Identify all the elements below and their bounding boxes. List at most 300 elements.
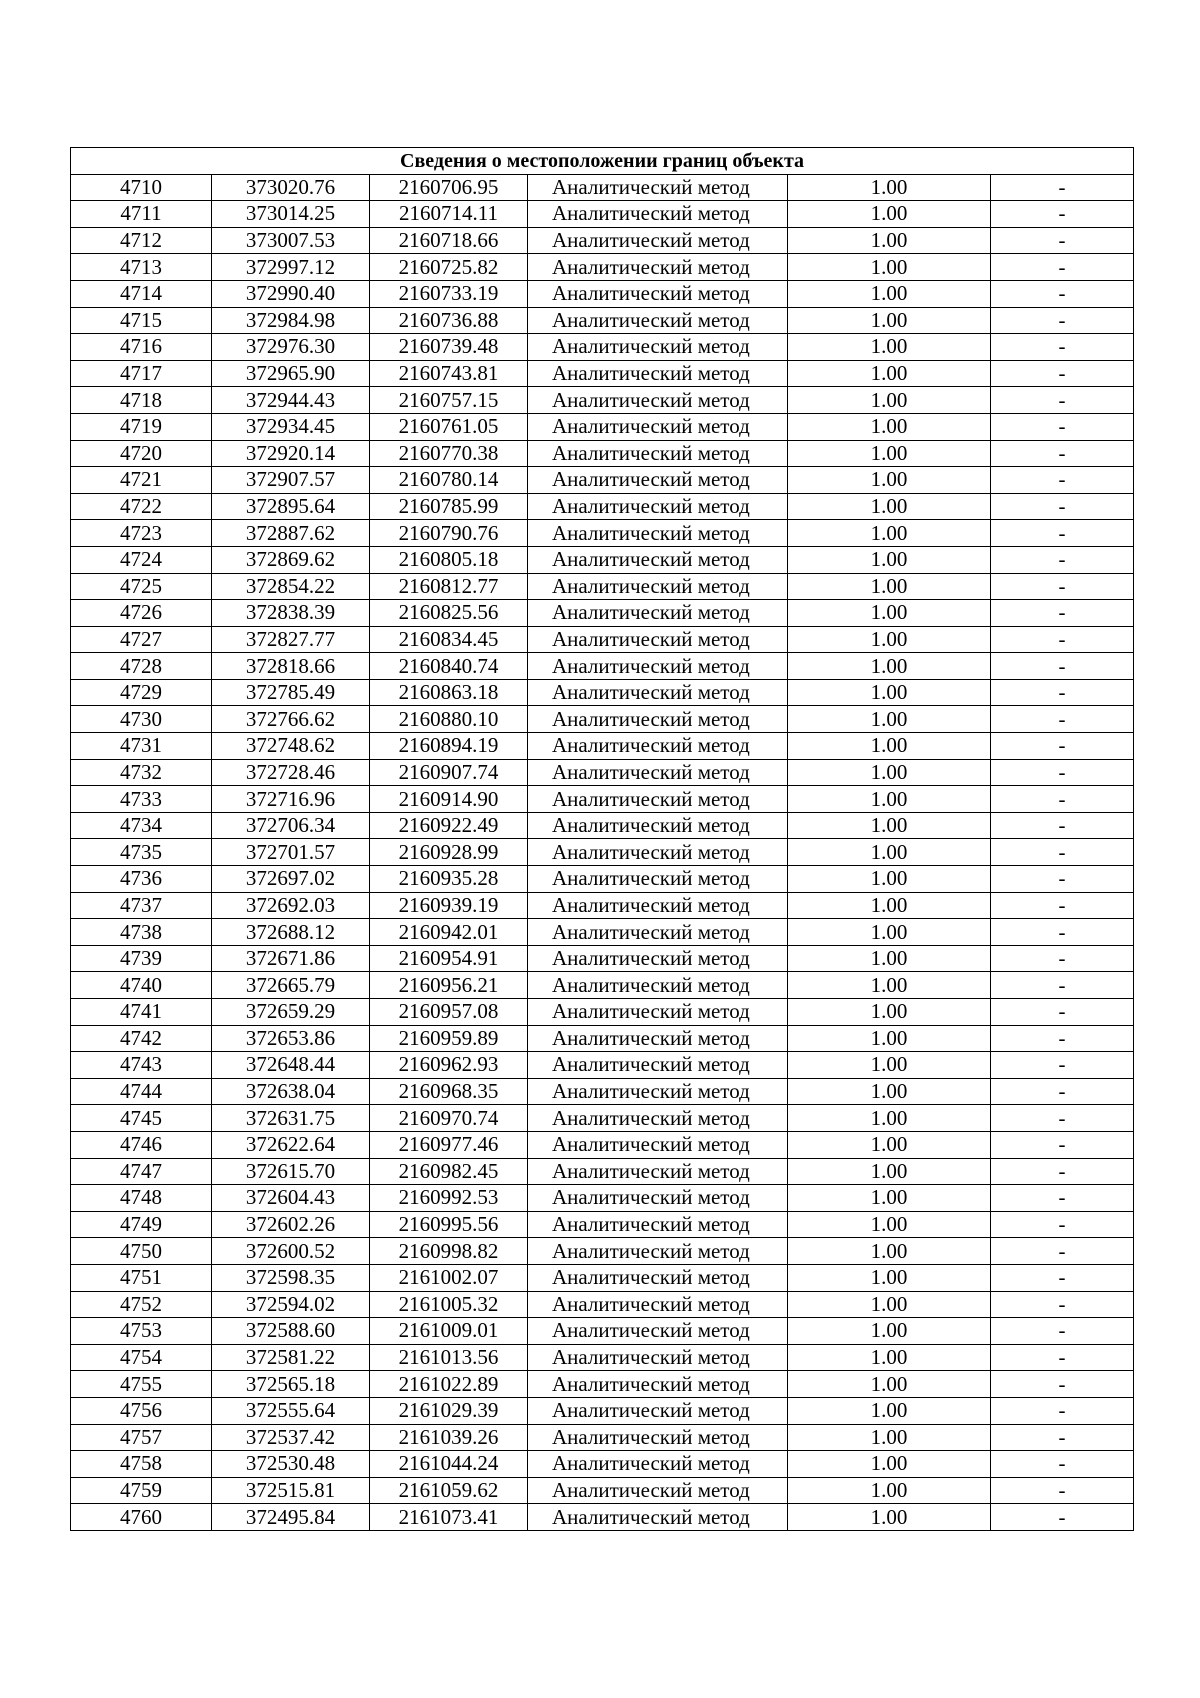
point-number-cell: 4760 xyxy=(71,1504,212,1531)
method-cell: Аналитический метод xyxy=(528,280,788,307)
x-coordinate-cell: 372706.34 xyxy=(212,812,370,839)
accuracy-cell: 1.00 xyxy=(788,1477,991,1504)
y-coordinate-cell: 2160733.19 xyxy=(370,280,528,307)
accuracy-cell: 1.00 xyxy=(788,573,991,600)
point-number-cell: 4735 xyxy=(71,839,212,866)
x-coordinate-cell: 372602.26 xyxy=(212,1211,370,1238)
y-coordinate-cell: 2160840.74 xyxy=(370,653,528,680)
description-cell: - xyxy=(991,1424,1134,1451)
method-cell: Аналитический метод xyxy=(528,1105,788,1132)
accuracy-cell: 1.00 xyxy=(788,1158,991,1185)
point-number-cell: 4713 xyxy=(71,254,212,281)
point-number-cell: 4730 xyxy=(71,706,212,733)
x-coordinate-cell: 372600.52 xyxy=(212,1238,370,1265)
method-cell: Аналитический метод xyxy=(528,1185,788,1212)
method-cell: Аналитический метод xyxy=(528,1504,788,1531)
accuracy-cell: 1.00 xyxy=(788,254,991,281)
point-number-cell: 4755 xyxy=(71,1371,212,1398)
description-cell: - xyxy=(991,467,1134,494)
method-cell: Аналитический метод xyxy=(528,227,788,254)
method-cell: Аналитический метод xyxy=(528,1158,788,1185)
y-coordinate-cell: 2160780.14 xyxy=(370,467,528,494)
point-number-cell: 4726 xyxy=(71,600,212,627)
method-cell: Аналитический метод xyxy=(528,174,788,201)
y-coordinate-cell: 2160956.21 xyxy=(370,972,528,999)
point-number-cell: 4719 xyxy=(71,413,212,440)
table-row xyxy=(71,839,1134,866)
method-cell: Аналитический метод xyxy=(528,493,788,520)
description-cell: - xyxy=(991,174,1134,201)
description-cell: - xyxy=(991,254,1134,281)
table-row xyxy=(71,1078,1134,1105)
description-cell: - xyxy=(991,334,1134,361)
table-row xyxy=(71,706,1134,733)
x-coordinate-cell: 372530.48 xyxy=(212,1451,370,1478)
accuracy-cell: 1.00 xyxy=(788,679,991,706)
y-coordinate-cell: 2161022.89 xyxy=(370,1371,528,1398)
y-coordinate-cell: 2161059.62 xyxy=(370,1477,528,1504)
accuracy-cell: 1.00 xyxy=(788,1105,991,1132)
table-row xyxy=(71,387,1134,414)
table-row xyxy=(71,972,1134,999)
point-number-cell: 4745 xyxy=(71,1105,212,1132)
x-coordinate-cell: 372944.43 xyxy=(212,387,370,414)
table-title: Сведения о местоположении границ объекта xyxy=(71,148,1134,175)
point-number-cell: 4727 xyxy=(71,626,212,653)
y-coordinate-cell: 2160725.82 xyxy=(370,254,528,281)
y-coordinate-cell: 2160718.66 xyxy=(370,227,528,254)
accuracy-cell: 1.00 xyxy=(788,467,991,494)
accuracy-cell: 1.00 xyxy=(788,546,991,573)
description-cell: - xyxy=(991,1504,1134,1531)
method-cell: Аналитический метод xyxy=(528,1477,788,1504)
point-number-cell: 4754 xyxy=(71,1344,212,1371)
y-coordinate-cell: 2160962.93 xyxy=(370,1052,528,1079)
point-number-cell: 4736 xyxy=(71,866,212,893)
description-cell: - xyxy=(991,1105,1134,1132)
table-row xyxy=(71,999,1134,1026)
description-cell: - xyxy=(991,440,1134,467)
y-coordinate-cell: 2161039.26 xyxy=(370,1424,528,1451)
point-number-cell: 4759 xyxy=(71,1477,212,1504)
point-number-cell: 4758 xyxy=(71,1451,212,1478)
x-coordinate-cell: 372990.40 xyxy=(212,280,370,307)
y-coordinate-cell: 2160968.35 xyxy=(370,1078,528,1105)
table-row xyxy=(71,1451,1134,1478)
accuracy-cell: 1.00 xyxy=(788,1397,991,1424)
description-cell: - xyxy=(991,387,1134,414)
description-cell: - xyxy=(991,786,1134,813)
table-row xyxy=(71,1318,1134,1345)
table-row xyxy=(71,1397,1134,1424)
table-row xyxy=(71,1238,1134,1265)
table-row xyxy=(71,493,1134,520)
point-number-cell: 4714 xyxy=(71,280,212,307)
method-cell: Аналитический метод xyxy=(528,919,788,946)
point-number-cell: 4739 xyxy=(71,945,212,972)
accuracy-cell: 1.00 xyxy=(788,759,991,786)
description-cell: - xyxy=(991,1397,1134,1424)
x-coordinate-cell: 372555.64 xyxy=(212,1397,370,1424)
accuracy-cell: 1.00 xyxy=(788,733,991,760)
table-row xyxy=(71,1371,1134,1398)
method-cell: Аналитический метод xyxy=(528,866,788,893)
x-coordinate-cell: 372766.62 xyxy=(212,706,370,733)
description-cell: - xyxy=(991,413,1134,440)
x-coordinate-cell: 372581.22 xyxy=(212,1344,370,1371)
description-cell: - xyxy=(991,280,1134,307)
x-coordinate-cell: 372588.60 xyxy=(212,1318,370,1345)
point-number-cell: 4753 xyxy=(71,1318,212,1345)
table-row xyxy=(71,413,1134,440)
boundary-coordinates-table xyxy=(70,147,1134,1531)
point-number-cell: 4724 xyxy=(71,546,212,573)
y-coordinate-cell: 2160977.46 xyxy=(370,1131,528,1158)
y-coordinate-cell: 2160785.99 xyxy=(370,493,528,520)
accuracy-cell: 1.00 xyxy=(788,174,991,201)
point-number-cell: 4710 xyxy=(71,174,212,201)
accuracy-cell: 1.00 xyxy=(788,227,991,254)
accuracy-cell: 1.00 xyxy=(788,1344,991,1371)
accuracy-cell: 1.00 xyxy=(788,626,991,653)
method-cell: Аналитический метод xyxy=(528,626,788,653)
table-row xyxy=(71,201,1134,228)
point-number-cell: 4746 xyxy=(71,1131,212,1158)
method-cell: Аналитический метод xyxy=(528,360,788,387)
y-coordinate-cell: 2160770.38 xyxy=(370,440,528,467)
y-coordinate-cell: 2160894.19 xyxy=(370,733,528,760)
accuracy-cell: 1.00 xyxy=(788,307,991,334)
y-coordinate-cell: 2160939.19 xyxy=(370,892,528,919)
description-cell: - xyxy=(991,227,1134,254)
method-cell: Аналитический метод xyxy=(528,1264,788,1291)
x-coordinate-cell: 372785.49 xyxy=(212,679,370,706)
x-coordinate-cell: 372692.03 xyxy=(212,892,370,919)
table-row xyxy=(71,759,1134,786)
method-cell: Аналитический метод xyxy=(528,254,788,281)
description-cell: - xyxy=(991,1052,1134,1079)
table-row xyxy=(71,919,1134,946)
y-coordinate-cell: 2161013.56 xyxy=(370,1344,528,1371)
x-coordinate-cell: 372537.42 xyxy=(212,1424,370,1451)
accuracy-cell: 1.00 xyxy=(788,413,991,440)
y-coordinate-cell: 2160880.10 xyxy=(370,706,528,733)
accuracy-cell: 1.00 xyxy=(788,999,991,1026)
table-row xyxy=(71,254,1134,281)
description-cell: - xyxy=(991,653,1134,680)
table-title-row xyxy=(71,148,1134,175)
x-coordinate-cell: 372895.64 xyxy=(212,493,370,520)
y-coordinate-cell: 2160790.76 xyxy=(370,520,528,547)
description-cell: - xyxy=(991,839,1134,866)
table-row xyxy=(71,1344,1134,1371)
table-row xyxy=(71,866,1134,893)
table-row xyxy=(71,733,1134,760)
method-cell: Аналитический метод xyxy=(528,1291,788,1318)
x-coordinate-cell: 372615.70 xyxy=(212,1158,370,1185)
x-coordinate-cell: 372659.29 xyxy=(212,999,370,1026)
x-coordinate-cell: 372604.43 xyxy=(212,1185,370,1212)
method-cell: Аналитический метод xyxy=(528,1131,788,1158)
description-cell: - xyxy=(991,600,1134,627)
accuracy-cell: 1.00 xyxy=(788,1318,991,1345)
accuracy-cell: 1.00 xyxy=(788,493,991,520)
description-cell: - xyxy=(991,546,1134,573)
table-row xyxy=(71,360,1134,387)
description-cell: - xyxy=(991,1078,1134,1105)
y-coordinate-cell: 2160825.56 xyxy=(370,600,528,627)
description-cell: - xyxy=(991,1211,1134,1238)
accuracy-cell: 1.00 xyxy=(788,866,991,893)
x-coordinate-cell: 372984.98 xyxy=(212,307,370,334)
table-row xyxy=(71,653,1134,680)
x-coordinate-cell: 372997.12 xyxy=(212,254,370,281)
accuracy-cell: 1.00 xyxy=(788,1131,991,1158)
table-row xyxy=(71,546,1134,573)
y-coordinate-cell: 2160706.95 xyxy=(370,174,528,201)
description-cell: - xyxy=(991,573,1134,600)
point-number-cell: 4756 xyxy=(71,1397,212,1424)
point-number-cell: 4712 xyxy=(71,227,212,254)
point-number-cell: 4748 xyxy=(71,1185,212,1212)
y-coordinate-cell: 2160928.99 xyxy=(370,839,528,866)
table-row xyxy=(71,467,1134,494)
accuracy-cell: 1.00 xyxy=(788,1052,991,1079)
accuracy-cell: 1.00 xyxy=(788,892,991,919)
table-row xyxy=(71,1477,1134,1504)
method-cell: Аналитический метод xyxy=(528,387,788,414)
description-cell: - xyxy=(991,733,1134,760)
y-coordinate-cell: 2160957.08 xyxy=(370,999,528,1026)
x-coordinate-cell: 372716.96 xyxy=(212,786,370,813)
description-cell: - xyxy=(991,919,1134,946)
method-cell: Аналитический метод xyxy=(528,334,788,361)
x-coordinate-cell: 373020.76 xyxy=(212,174,370,201)
accuracy-cell: 1.00 xyxy=(788,1291,991,1318)
y-coordinate-cell: 2160736.88 xyxy=(370,307,528,334)
description-cell: - xyxy=(991,307,1134,334)
table-row xyxy=(71,573,1134,600)
y-coordinate-cell: 2160942.01 xyxy=(370,919,528,946)
accuracy-cell: 1.00 xyxy=(788,945,991,972)
method-cell: Аналитический метод xyxy=(528,1078,788,1105)
y-coordinate-cell: 2160863.18 xyxy=(370,679,528,706)
y-coordinate-cell: 2160812.77 xyxy=(370,573,528,600)
method-cell: Аналитический метод xyxy=(528,786,788,813)
y-coordinate-cell: 2160982.45 xyxy=(370,1158,528,1185)
method-cell: Аналитический метод xyxy=(528,839,788,866)
x-coordinate-cell: 372598.35 xyxy=(212,1264,370,1291)
table-row xyxy=(71,786,1134,813)
method-cell: Аналитический метод xyxy=(528,812,788,839)
description-cell: - xyxy=(991,706,1134,733)
y-coordinate-cell: 2161029.39 xyxy=(370,1397,528,1424)
accuracy-cell: 1.00 xyxy=(788,1185,991,1212)
method-cell: Аналитический метод xyxy=(528,1052,788,1079)
point-number-cell: 4752 xyxy=(71,1291,212,1318)
y-coordinate-cell: 2160914.90 xyxy=(370,786,528,813)
description-cell: - xyxy=(991,972,1134,999)
description-cell: - xyxy=(991,812,1134,839)
method-cell: Аналитический метод xyxy=(528,653,788,680)
x-coordinate-cell: 372495.84 xyxy=(212,1504,370,1531)
x-coordinate-cell: 372887.62 xyxy=(212,520,370,547)
point-number-cell: 4732 xyxy=(71,759,212,786)
description-cell: - xyxy=(991,1131,1134,1158)
y-coordinate-cell: 2160834.45 xyxy=(370,626,528,653)
y-coordinate-cell: 2160757.15 xyxy=(370,387,528,414)
method-cell: Аналитический метод xyxy=(528,413,788,440)
description-cell: - xyxy=(991,201,1134,228)
x-coordinate-cell: 373007.53 xyxy=(212,227,370,254)
point-number-cell: 4757 xyxy=(71,1424,212,1451)
point-number-cell: 4749 xyxy=(71,1211,212,1238)
description-cell: - xyxy=(991,520,1134,547)
table-row xyxy=(71,334,1134,361)
y-coordinate-cell: 2161002.07 xyxy=(370,1264,528,1291)
y-coordinate-cell: 2160959.89 xyxy=(370,1025,528,1052)
method-cell: Аналитический метод xyxy=(528,1025,788,1052)
table-row xyxy=(71,520,1134,547)
accuracy-cell: 1.00 xyxy=(788,387,991,414)
y-coordinate-cell: 2160995.56 xyxy=(370,1211,528,1238)
description-cell: - xyxy=(991,1318,1134,1345)
method-cell: Аналитический метод xyxy=(528,999,788,1026)
x-coordinate-cell: 372638.04 xyxy=(212,1078,370,1105)
x-coordinate-cell: 372697.02 xyxy=(212,866,370,893)
method-cell: Аналитический метод xyxy=(528,1344,788,1371)
accuracy-cell: 1.00 xyxy=(788,600,991,627)
accuracy-cell: 1.00 xyxy=(788,520,991,547)
point-number-cell: 4731 xyxy=(71,733,212,760)
point-number-cell: 4718 xyxy=(71,387,212,414)
y-coordinate-cell: 2160922.49 xyxy=(370,812,528,839)
method-cell: Аналитический метод xyxy=(528,1397,788,1424)
point-number-cell: 4737 xyxy=(71,892,212,919)
description-cell: - xyxy=(991,1238,1134,1265)
x-coordinate-cell: 372631.75 xyxy=(212,1105,370,1132)
x-coordinate-cell: 372515.81 xyxy=(212,1477,370,1504)
y-coordinate-cell: 2160992.53 xyxy=(370,1185,528,1212)
x-coordinate-cell: 372976.30 xyxy=(212,334,370,361)
accuracy-cell: 1.00 xyxy=(788,1264,991,1291)
x-coordinate-cell: 373014.25 xyxy=(212,201,370,228)
table-row xyxy=(71,1158,1134,1185)
x-coordinate-cell: 372622.64 xyxy=(212,1131,370,1158)
table-row xyxy=(71,174,1134,201)
point-number-cell: 4738 xyxy=(71,919,212,946)
table-row xyxy=(71,307,1134,334)
description-cell: - xyxy=(991,1158,1134,1185)
table-row xyxy=(71,1185,1134,1212)
y-coordinate-cell: 2160743.81 xyxy=(370,360,528,387)
x-coordinate-cell: 372934.45 xyxy=(212,413,370,440)
description-cell: - xyxy=(991,1344,1134,1371)
x-coordinate-cell: 372818.66 xyxy=(212,653,370,680)
accuracy-cell: 1.00 xyxy=(788,201,991,228)
description-cell: - xyxy=(991,1025,1134,1052)
accuracy-cell: 1.00 xyxy=(788,839,991,866)
point-number-cell: 4733 xyxy=(71,786,212,813)
x-coordinate-cell: 372869.62 xyxy=(212,546,370,573)
accuracy-cell: 1.00 xyxy=(788,653,991,680)
y-coordinate-cell: 2160954.91 xyxy=(370,945,528,972)
accuracy-cell: 1.00 xyxy=(788,1025,991,1052)
point-number-cell: 4722 xyxy=(71,493,212,520)
description-cell: - xyxy=(991,626,1134,653)
method-cell: Аналитический метод xyxy=(528,1451,788,1478)
method-cell: Аналитический метод xyxy=(528,1238,788,1265)
table-row xyxy=(71,1131,1134,1158)
point-number-cell: 4734 xyxy=(71,812,212,839)
y-coordinate-cell: 2161009.01 xyxy=(370,1318,528,1345)
method-cell: Аналитический метод xyxy=(528,201,788,228)
accuracy-cell: 1.00 xyxy=(788,440,991,467)
table-row xyxy=(71,892,1134,919)
description-cell: - xyxy=(991,1291,1134,1318)
method-cell: Аналитический метод xyxy=(528,706,788,733)
point-number-cell: 4729 xyxy=(71,679,212,706)
method-cell: Аналитический метод xyxy=(528,1211,788,1238)
method-cell: Аналитический метод xyxy=(528,1371,788,1398)
x-coordinate-cell: 372648.44 xyxy=(212,1052,370,1079)
table-row xyxy=(71,1424,1134,1451)
point-number-cell: 4720 xyxy=(71,440,212,467)
method-cell: Аналитический метод xyxy=(528,945,788,972)
description-cell: - xyxy=(991,866,1134,893)
point-number-cell: 4715 xyxy=(71,307,212,334)
description-cell: - xyxy=(991,1264,1134,1291)
x-coordinate-cell: 372838.39 xyxy=(212,600,370,627)
description-cell: - xyxy=(991,1451,1134,1478)
table-row xyxy=(71,1264,1134,1291)
point-number-cell: 4744 xyxy=(71,1078,212,1105)
table-row xyxy=(71,1291,1134,1318)
point-number-cell: 4721 xyxy=(71,467,212,494)
accuracy-cell: 1.00 xyxy=(788,972,991,999)
method-cell: Аналитический метод xyxy=(528,759,788,786)
accuracy-cell: 1.00 xyxy=(788,786,991,813)
method-cell: Аналитический метод xyxy=(528,440,788,467)
y-coordinate-cell: 2160907.74 xyxy=(370,759,528,786)
table-row xyxy=(71,1504,1134,1531)
table-body xyxy=(71,174,1134,1530)
x-coordinate-cell: 372688.12 xyxy=(212,919,370,946)
accuracy-cell: 1.00 xyxy=(788,706,991,733)
accuracy-cell: 1.00 xyxy=(788,360,991,387)
table-row xyxy=(71,1025,1134,1052)
x-coordinate-cell: 372854.22 xyxy=(212,573,370,600)
method-cell: Аналитический метод xyxy=(528,892,788,919)
table-row xyxy=(71,812,1134,839)
method-cell: Аналитический метод xyxy=(528,1424,788,1451)
description-cell: - xyxy=(991,945,1134,972)
description-cell: - xyxy=(991,1477,1134,1504)
table-row xyxy=(71,280,1134,307)
y-coordinate-cell: 2160935.28 xyxy=(370,866,528,893)
accuracy-cell: 1.00 xyxy=(788,1238,991,1265)
method-cell: Аналитический метод xyxy=(528,1318,788,1345)
y-coordinate-cell: 2160714.11 xyxy=(370,201,528,228)
point-number-cell: 4725 xyxy=(71,573,212,600)
point-number-cell: 4751 xyxy=(71,1264,212,1291)
description-cell: - xyxy=(991,679,1134,706)
point-number-cell: 4743 xyxy=(71,1052,212,1079)
x-coordinate-cell: 372965.90 xyxy=(212,360,370,387)
accuracy-cell: 1.00 xyxy=(788,334,991,361)
point-number-cell: 4717 xyxy=(71,360,212,387)
description-cell: - xyxy=(991,1185,1134,1212)
